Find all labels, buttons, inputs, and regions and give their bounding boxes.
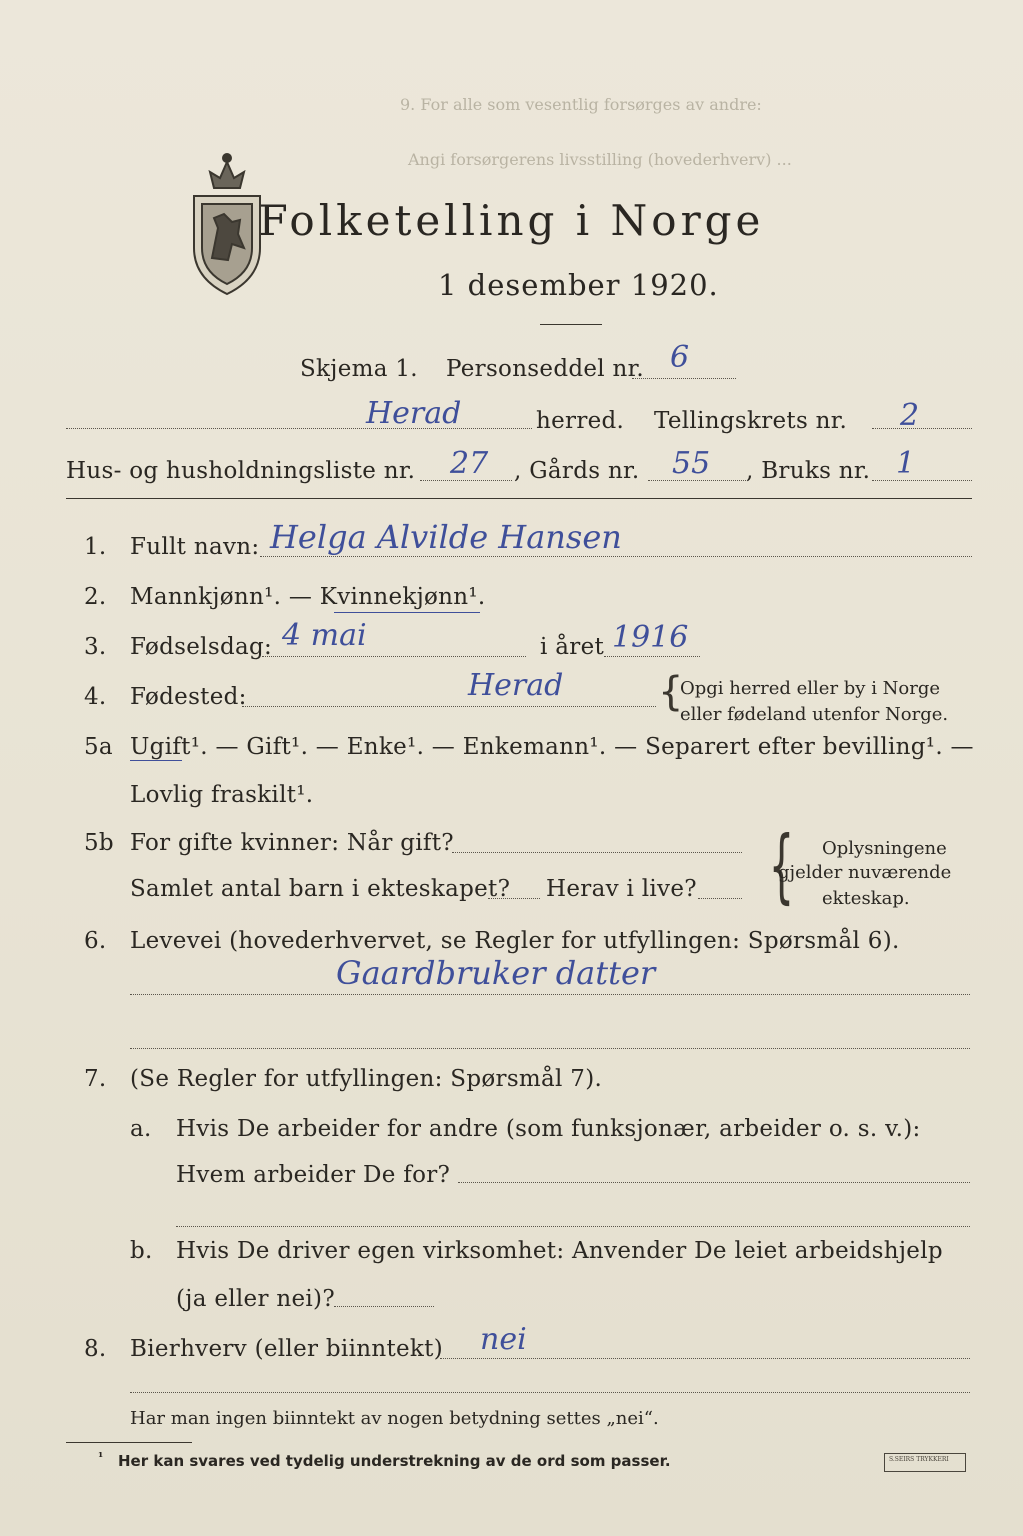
employer-field-2[interactable] xyxy=(176,1226,970,1227)
employer-label: Hvem arbeider De for? xyxy=(176,1162,451,1188)
occupation-value: Gaardbruker datter xyxy=(336,954,656,992)
birthplace-value: Herad xyxy=(468,668,564,703)
personseddel-field[interactable] xyxy=(632,378,736,379)
bruks-field[interactable] xyxy=(872,480,972,481)
side-income-field[interactable] xyxy=(440,1358,970,1359)
q2-number: 2. xyxy=(84,584,107,610)
q6-label: Levevei (hovederhvervet, se Regler for utfyllingen: Spørsmål 6). xyxy=(130,928,900,954)
q6-number: 6. xyxy=(84,928,107,954)
q7b-number: b. xyxy=(130,1238,153,1264)
marital-underline-mark xyxy=(130,760,182,761)
married-when-label: For gifte kvinner: Når gift? xyxy=(130,830,454,856)
q3-number: 3. xyxy=(84,634,107,660)
gender-underline-mark xyxy=(334,612,480,613)
side-income-field-2[interactable] xyxy=(130,1392,970,1393)
q8-number: 8. xyxy=(84,1336,107,1362)
header-divider xyxy=(66,498,972,499)
q4-note-2: eller fødeland utenfor Norge. xyxy=(680,704,949,725)
children-total-field[interactable] xyxy=(488,898,540,899)
q7-label: (Se Regler for utfyllingen: Spørsmål 7). xyxy=(130,1066,603,1092)
q1-label: Fullt navn: xyxy=(130,534,260,560)
bruks-label: , Bruks nr. xyxy=(746,458,871,484)
q4-label: Fødested: xyxy=(130,684,247,710)
year-label: i året xyxy=(540,634,605,660)
occupation-field-2[interactable] xyxy=(130,1048,970,1049)
full-name-field[interactable] xyxy=(260,556,972,557)
q7a-number: a. xyxy=(130,1116,152,1142)
skjema-label: Skjema 1. xyxy=(300,356,418,382)
employer-field[interactable] xyxy=(458,1182,970,1183)
herred-value: Herad xyxy=(366,396,462,431)
birthday-field[interactable] xyxy=(262,656,526,657)
husholdningsliste-label: Hus- og husholdningsliste nr. xyxy=(66,458,416,484)
bruks-value: 1 xyxy=(896,446,916,481)
footnote-mark: ¹ xyxy=(98,1450,104,1464)
children-alive-field[interactable] xyxy=(698,898,742,899)
q5a-number: 5a xyxy=(84,734,113,760)
birthday-value: 4 mai xyxy=(282,618,367,653)
birth-year-field[interactable] xyxy=(604,656,700,657)
q5b-note-2: gjelder nuværende xyxy=(778,862,952,883)
q7b-label: Hvis De driver egen virksomhet: Anvender De leiet arbeidshjelp xyxy=(176,1238,943,1264)
no-income-note: Har man ingen biinntekt av nogen betydning settes „nei“. xyxy=(130,1408,659,1429)
children-total-label: Samlet antal barn i ekteskapet? xyxy=(130,876,511,902)
herred-label: herred. xyxy=(536,408,625,434)
footnote-text: Her kan svares ved tydelig understrekning av de ord som passer. xyxy=(118,1452,671,1470)
married-when-field[interactable] xyxy=(452,852,742,853)
occupation-field[interactable] xyxy=(130,994,970,995)
tellingskrets-field[interactable] xyxy=(872,428,972,429)
q4-brace: { xyxy=(658,669,684,715)
q7a-label: Hvis De arbeider for andre (som funksjonær, arbeider o. s. v.): xyxy=(176,1116,921,1142)
q8-label: Bierhverv (eller biinntekt) xyxy=(130,1336,443,1362)
tellingskrets-label: Tellingskrets nr. xyxy=(654,408,848,434)
q4-number: 4. xyxy=(84,684,107,710)
children-alive-label: Herav i live? xyxy=(546,876,697,902)
q3-label: Fødselsdag: xyxy=(130,634,273,660)
q5b-note-3: ekteskap. xyxy=(822,888,910,909)
form-title: Folketelling i Norge xyxy=(258,196,765,245)
q4-note-1: Opgi herred eller by i Norge xyxy=(680,678,941,699)
title-divider xyxy=(540,324,602,325)
birth-year-value: 1916 xyxy=(612,620,689,655)
full-name-value: Helga Alvilde Hansen xyxy=(270,518,622,556)
census-date: 1 desember 1920. xyxy=(438,268,719,302)
hired-help-label: (ja eller nei)? xyxy=(176,1286,335,1312)
gards-label: , Gårds nr. xyxy=(514,458,640,484)
q5b-number: 5b xyxy=(84,830,114,856)
gender-options: Mannkjønn¹. — Kvinnekjønn¹. xyxy=(130,584,486,610)
herred-field[interactable] xyxy=(66,428,532,429)
footnote-divider xyxy=(66,1442,192,1443)
q5b-note-1: Oplysningene xyxy=(822,838,947,859)
q5b-brace: { xyxy=(768,819,795,912)
q1-number: 1. xyxy=(84,534,107,560)
husholdningsliste-value: 27 xyxy=(450,446,489,481)
gards-value: 55 xyxy=(672,446,711,481)
q7-number: 7. xyxy=(84,1066,107,1092)
personseddel-label: Personseddel nr. xyxy=(446,356,645,382)
hired-help-field[interactable] xyxy=(334,1306,434,1307)
census-form-page: 9. For alle som vesentlig forsørges av andre: Angi forsørgerens livsstilling (hovederhverv) ... Folketelling i Norge 1 desember 1920. Skjema 1. Personseddel nr. 6 Herad herred. Tellingskrets nr. 2 Hus- og husholdningsliste nr. 27 , Gårds nr. 55 , Bruks nr. 1 1. Fullt navn: Helga Alvilde Hansen 2. Mannkjønn¹. — Kvinnekjønn¹. 3. Fødselsdag: 4 mai i året 1916 4. Fødested: Herad { Opgi herred eller by i Norge eller fødeland utenfor Norge. 5a Ugift¹. — Gift¹. — Enke¹. — Enkemann¹. — Separert efter bevilling¹. — Lovlig fraskilt¹. 5b For gifte kvinner: Når gift? Samlet antal barn i ekteskapet? Herav i live? { Oplysningene gjelder nuværende ekteskap. 6. Levevei (hovederhvervet, se Regler for utfyllingen: Spørsmål 6). Gaardbruker datter 7. (Se Regler for utfyllingen: Spørsmål 7). a. Hvis De arbeider for andre (som funksjonær, arbeider o. s. v.): Hvem arbeider De for? b. Hvis De driver egen virksomhet: Anvender De leiet arbeidshjelp (ja eller nei)? 8. Bierhverv (eller biinntekt) nei Har man ingen biinntekt av nogen betydning settes „nei“. ¹ Her kan svares ved tydelig understrekning av de ord som passer. S.SEIRS TRYKKERI xyxy=(0,0,1023,1536)
personseddel-value: 6 xyxy=(670,340,690,375)
marital-status-options: Ugift¹. — Gift¹. — Enke¹. — Enkemann¹. — Separert efter bevilling¹. — xyxy=(130,734,974,760)
side-income-value: nei xyxy=(480,1322,527,1357)
birthplace-field[interactable] xyxy=(242,706,656,707)
tellingskrets-value: 2 xyxy=(900,398,920,433)
marital-status-options-2: Lovlig fraskilt¹. xyxy=(130,782,314,808)
printer-stamp: S.SEIRS TRYKKERI xyxy=(884,1453,966,1472)
